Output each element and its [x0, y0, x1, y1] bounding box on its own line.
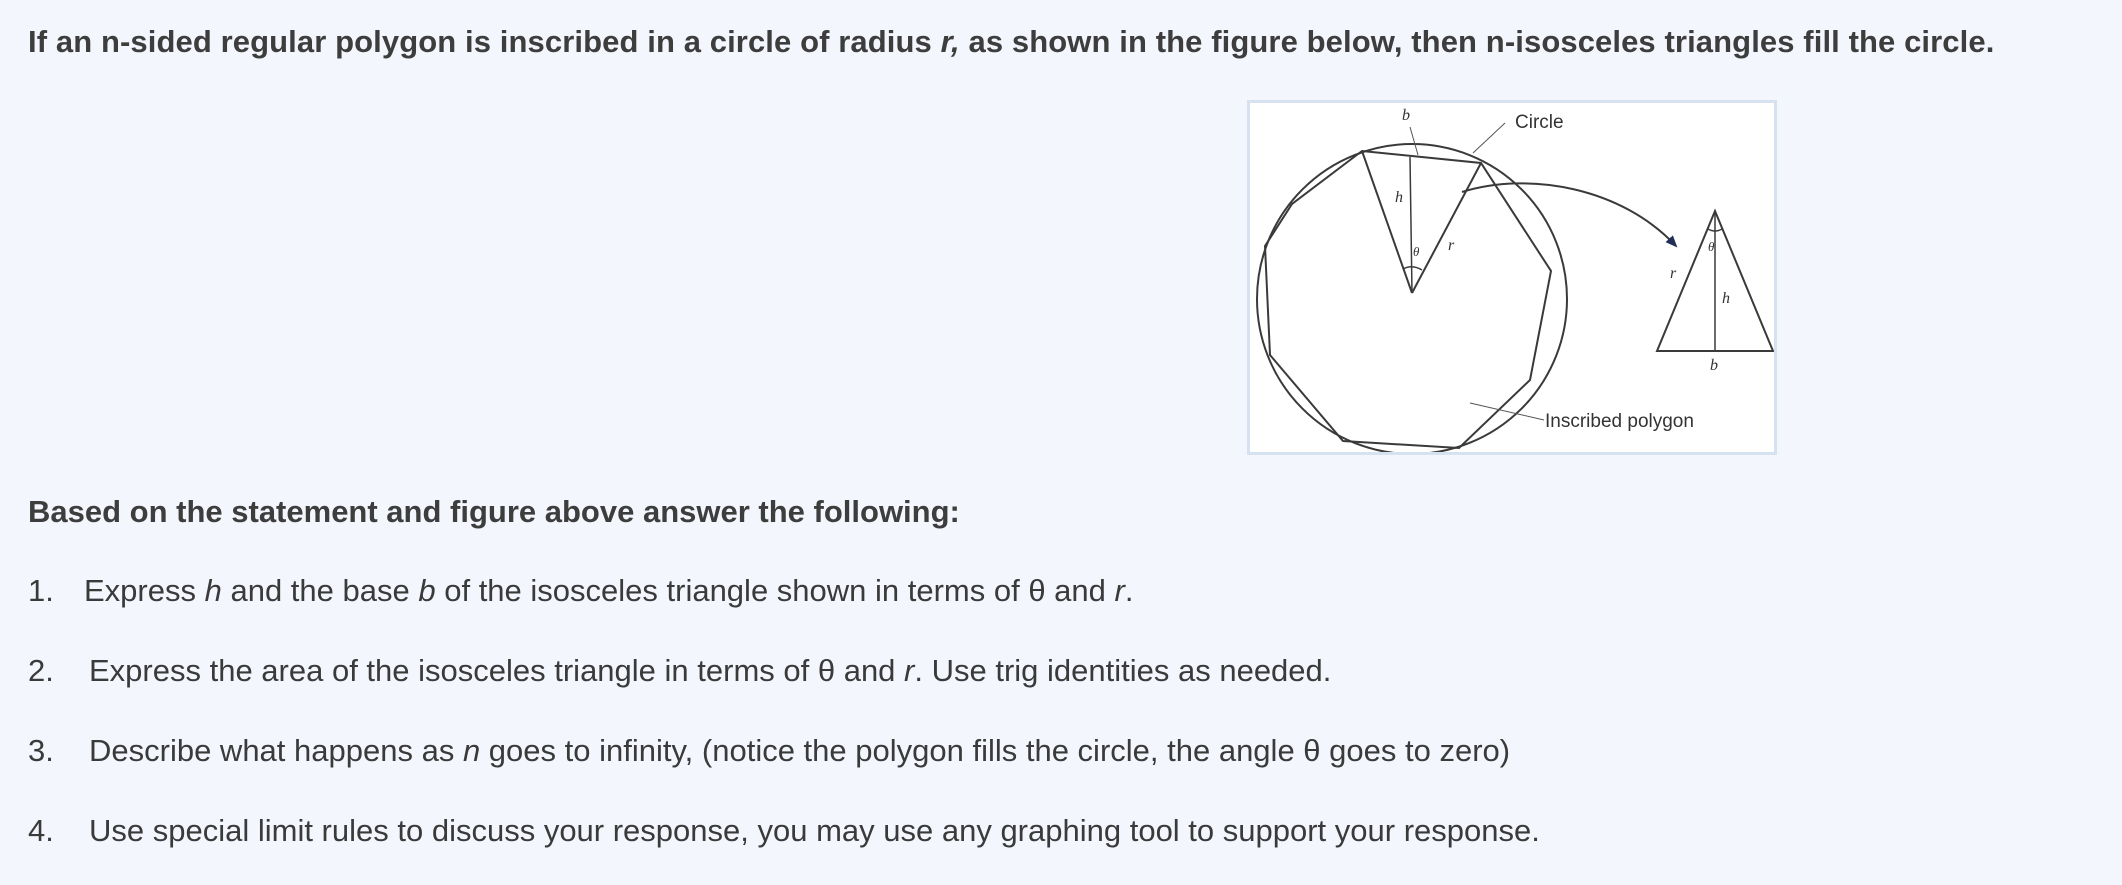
question-1	[28, 573, 1133, 609]
problem-statement	[28, 24, 1994, 60]
detached-h-label: h	[1722, 290, 1730, 307]
text-segment: of the isosceles triangle shown in terms of θ and	[435, 573, 1115, 608]
text-segment: and the base	[221, 573, 419, 608]
question-number: 3.	[28, 733, 54, 768]
question-number: 4.	[28, 813, 54, 848]
statement-part-2: as shown in the figure below, then n-isosceles triangles fill the circle.	[959, 24, 1995, 59]
circle-label: Circle	[1515, 112, 1564, 133]
question-text	[89, 733, 1510, 768]
question-4	[28, 813, 1540, 849]
figure-drawing	[1250, 103, 1774, 452]
theta-arc	[1403, 267, 1422, 270]
triangle-side-right	[1412, 163, 1481, 293]
statement-part-1: If an n-sided regular polygon is inscribed in a circle of radius	[28, 24, 941, 59]
question-text	[89, 653, 1331, 688]
circle-shape	[1257, 144, 1567, 452]
var-r: r	[904, 653, 915, 688]
text-segment: Use special limit rules to discuss your response, you may use any graphing tool to support your response.	[89, 813, 1540, 848]
inscribed-polygon-shape	[1265, 151, 1551, 448]
question-text	[89, 813, 1540, 848]
triangle-height-line	[1410, 157, 1412, 293]
question-number: 1.	[28, 573, 54, 608]
inscribed-polygon-figure	[1247, 100, 1777, 455]
detached-b-label: b	[1710, 357, 1718, 374]
var-b: b	[418, 573, 436, 608]
circle-r-label: r	[1448, 237, 1455, 254]
question-number: 2.	[28, 653, 54, 688]
question-3	[28, 733, 1510, 769]
circle-leader-line	[1473, 123, 1505, 153]
text-segment: .	[1124, 573, 1134, 608]
text-segment: . Use trig identities as needed.	[914, 653, 1332, 688]
var-h: h	[204, 573, 222, 608]
circle-theta-label: θ	[1413, 244, 1420, 259]
detached-r-label: r	[1670, 265, 1677, 282]
curved-arrow	[1462, 183, 1676, 246]
question-2	[28, 653, 1331, 689]
b-leader-line	[1410, 127, 1418, 155]
triangle-side-left	[1362, 151, 1412, 293]
text-segment: Express	[84, 573, 205, 608]
var-r: r	[1114, 573, 1125, 608]
circle-b-label: b	[1402, 107, 1410, 124]
question-text	[84, 573, 1133, 608]
instructions-heading: Based on the statement and figure above answer the following:	[28, 494, 960, 529]
detached-theta-label: θ	[1708, 239, 1715, 254]
circle-h-label: h	[1395, 189, 1403, 206]
polygon-leader-line	[1470, 403, 1544, 420]
text-segment: goes to infinity, (notice the polygon fills the circle, the angle θ goes to zero)	[480, 733, 1511, 768]
inscribed-polygon-label: Inscribed polygon	[1545, 411, 1694, 432]
text-segment: Describe what happens as	[89, 733, 463, 768]
text-segment: Express the area of the isosceles triangle in terms of θ and	[89, 653, 905, 688]
var-n: n	[462, 733, 481, 768]
statement-var-r: r,	[940, 24, 960, 59]
